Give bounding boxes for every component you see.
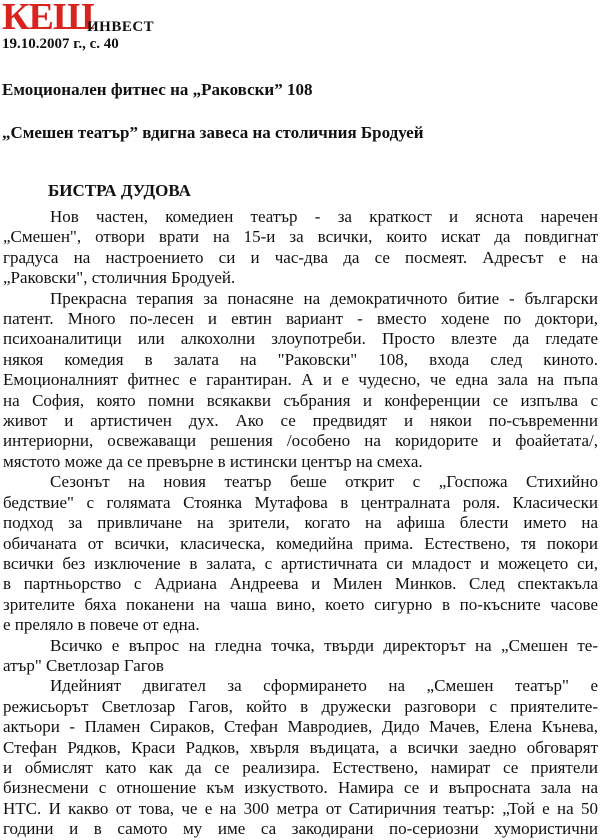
text-line: психоаналитици или алкохолни злоупотреби. Просто влезте да гледате (3, 329, 598, 349)
text-line: бизнесмени с отношение към изкуството. Намира се и въпросната зала на (3, 778, 598, 798)
headline-1: Емоционален фитнес на „Раковски” 108 (2, 80, 313, 99)
text-line: интериорни, освежаващи решения /особено на коридорите и фоайетата/, (3, 431, 598, 451)
article-body (3, 207, 598, 840)
text-line: „Раковски", столичния Бродуей. (3, 268, 236, 288)
text-line: Всичко е въпрос на гледна точка, твърди директорът на „Смешен те- (50, 635, 598, 655)
text-line: Нов частен, комедиен театър - за краткост и яснота наречен (50, 207, 598, 226)
text-line: градуса на настроението си и час-два да се посмеят. Адресът е на (3, 247, 598, 267)
paragraph (3, 636, 598, 677)
text-line: режисьорът Светлозар Гагов, който в дружески разговори с приятелите- (3, 696, 598, 716)
text-line: мястото може да се превърне в истински център на смеха. (3, 451, 423, 471)
text-line: Емоционалният фитнес е гарантиран. А и е чудесно, че една зала на пъпа (3, 370, 598, 390)
logo-text: КЕШ (2, 0, 94, 38)
text-line: Прекрасна терапия за понасяне на демократичното битие - български (50, 288, 598, 308)
text-line: живот и артистичен дух. Ако се предвидят и някои по-съвременни (3, 411, 598, 431)
text-line: подход за привличане на зрители, когато на афиша блести името на (3, 513, 598, 533)
text-line: на София, която помни всякакви събрания и конференции се изпълва с (3, 390, 598, 410)
text-line: е преляло в повече от една. (3, 615, 200, 635)
text-line: бедствие" с голямата Стоянка Мутафова в централната роля. Класически (3, 492, 598, 512)
text-line: Стефан Рядков, Краси Радков, хвърля въдицата, а всички заедно обговарят (3, 737, 598, 757)
text-line: актьори - Пламен Сираков, Стефан Мавродиев, Дидо Мачев, Елена Кънева, (3, 717, 598, 737)
text-line: Идейният двигател за сформирането на „Смешен театър" е (50, 676, 598, 696)
logo-subtitle: ИНВЕСТ (87, 19, 155, 35)
text-line: години и в самото му име са закодирани по-сериозни хумористични (3, 819, 598, 839)
text-line: „Смешен", отвори врати на 15-и за всички, които искат да повдигнат (3, 227, 598, 247)
text-line: НТС. И какво от това, че е на 300 метра от Сатиричния театър: „Той е на 50 (3, 798, 598, 818)
publication-date: 19.10.2007 г., с. 40 (2, 36, 119, 52)
text-line: всички без изключение в залата, с артистичната си младост и можецето си, (3, 553, 598, 573)
text-line: Сезонът на новия театър беше открит с „Госпожа Стихийно (50, 472, 598, 492)
paragraph (3, 676, 598, 839)
text-line: атър" Светлозар Гагов (3, 655, 164, 675)
text-line: обичаната от всички, класическа, комедийна прима. Естествено, тя покори (3, 533, 598, 553)
author-name: БИСТРА ДУДОВА (48, 181, 191, 200)
paragraph (3, 472, 598, 635)
text-line: и обмислят като как да се реализира. Естествено, намират се приятели (3, 757, 598, 777)
text-line: зрителите бяха поканени на чаша вино, което сигурно в по-късните часове (3, 594, 598, 614)
text-line: патент. Много по-лесен и евтин вариант - вместо ходене по доктори, (3, 309, 598, 329)
headline-2: „Смешен театър” вдигна завеса на столичния Бродуей (2, 123, 424, 142)
paragraph (3, 207, 598, 289)
paragraph (3, 289, 598, 473)
text-line: някоя комедия в залата на "Раковски" 108, входа след киното. (3, 349, 598, 369)
text-line: в партньорство с Адриана Андреева и Милен Минков. След спектакъла (3, 574, 598, 594)
